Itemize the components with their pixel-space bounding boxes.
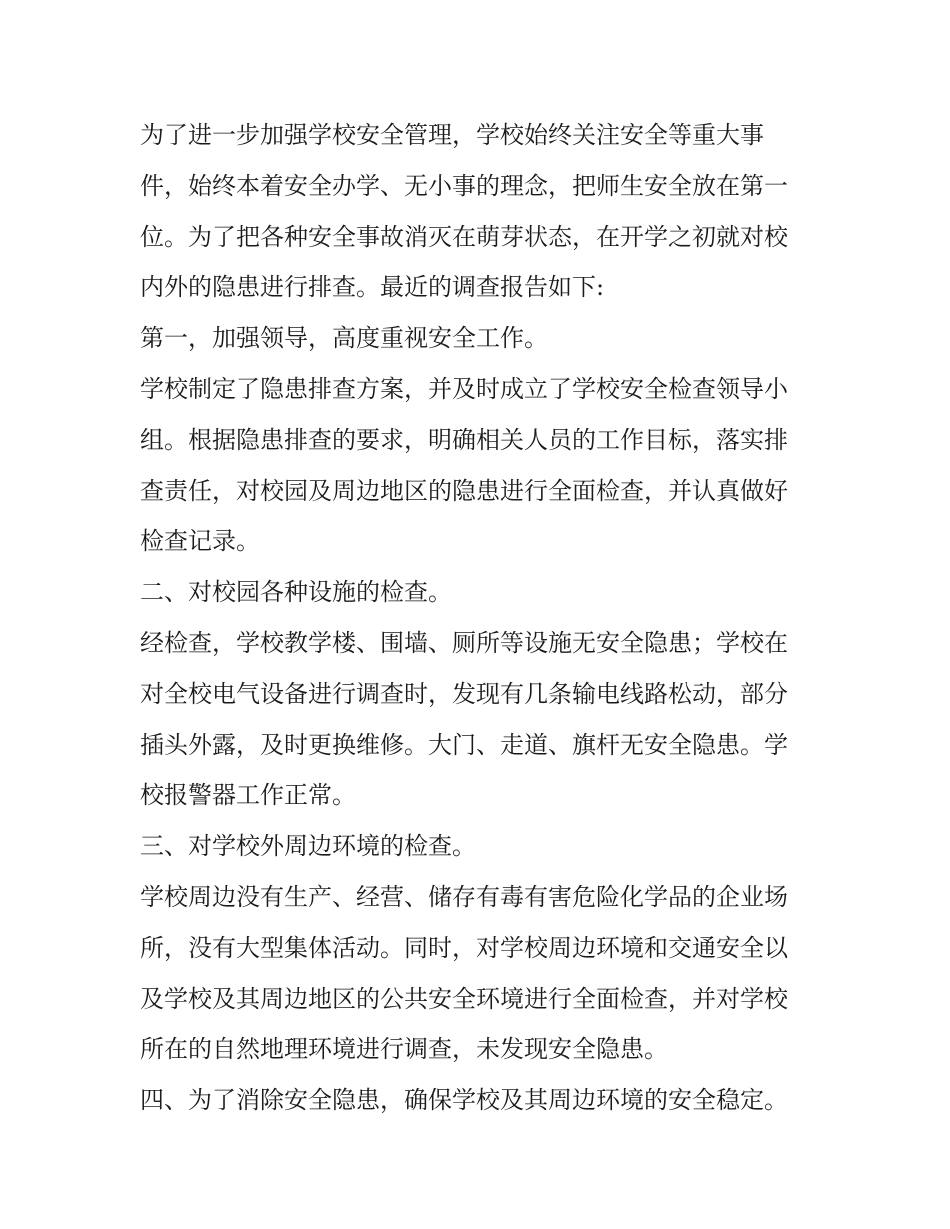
text-line: 检查记录。 [140,527,260,556]
text-line: 校报警器工作正常。 [140,781,356,810]
text-line: 为了进一步加强学校安全管理，学校始终关注安全等重大事 [140,121,764,149]
section-body-2 [140,618,820,821]
section-heading-4 [140,1075,820,1126]
heading-line: 三、对学校外周边环境的检查。 [140,832,476,861]
text-line: 对全校电气设备进行调查时，发现有几条输电线路松动，部分 [140,679,788,708]
document-body [140,110,820,1126]
heading-line: 二、对校园各种设施的检查。 [140,578,452,607]
text-line: 所，没有大型集体活动。同时，对学校周边环境和交通安全以 [140,933,788,962]
text-line: 所在的自然地理环境进行调查，未发现安全隐患。 [140,1035,668,1064]
section-heading-3 [140,821,820,872]
section-heading-1 [140,313,820,364]
text-line: 查责任，对校园及周边地区的隐患进行全面检查，并认真做好 [140,476,788,505]
section-body-3 [140,872,820,1075]
text-line: 经检查，学校教学楼、围墙、厕所等设施无安全隐患；学校在 [140,628,788,657]
text-line: 插头外露，及时更换维修。大门、走道、旗杆无安全隐患。学 [140,730,788,759]
heading-line: 第一，加强领导，高度重视安全工作。 [140,324,548,353]
text-line: 及学校及其周边地区的公共安全环境进行全面检查，并对学校 [140,984,788,1013]
text-line: 内外的隐患进行排查。最近的调查报告如下: [140,273,605,302]
text-line: 位。为了把各种安全事故消灭在萌芽状态，在开学之初就对校 [140,222,788,251]
text-line: 学校周边没有生产、经营、储存有毒有害危险化学品的企业场 [140,882,788,911]
intro-paragraph [140,110,820,313]
section-heading-2 [140,567,820,618]
text-line: 组。根据隐患排查的要求，明确相关人员的工作目标，落实排 [140,425,788,454]
heading-line: 四、为了消除安全隐患，确保学校及其周边环境的安全稳定。 [140,1086,788,1115]
text-line: 学校制定了隐患排查方案，并及时成立了学校安全检查领导小 [140,374,788,403]
section-body-1 [140,364,820,567]
text-line: 件，始终本着安全办学、无小事的理念，把师生安全放在第一 [140,171,788,200]
